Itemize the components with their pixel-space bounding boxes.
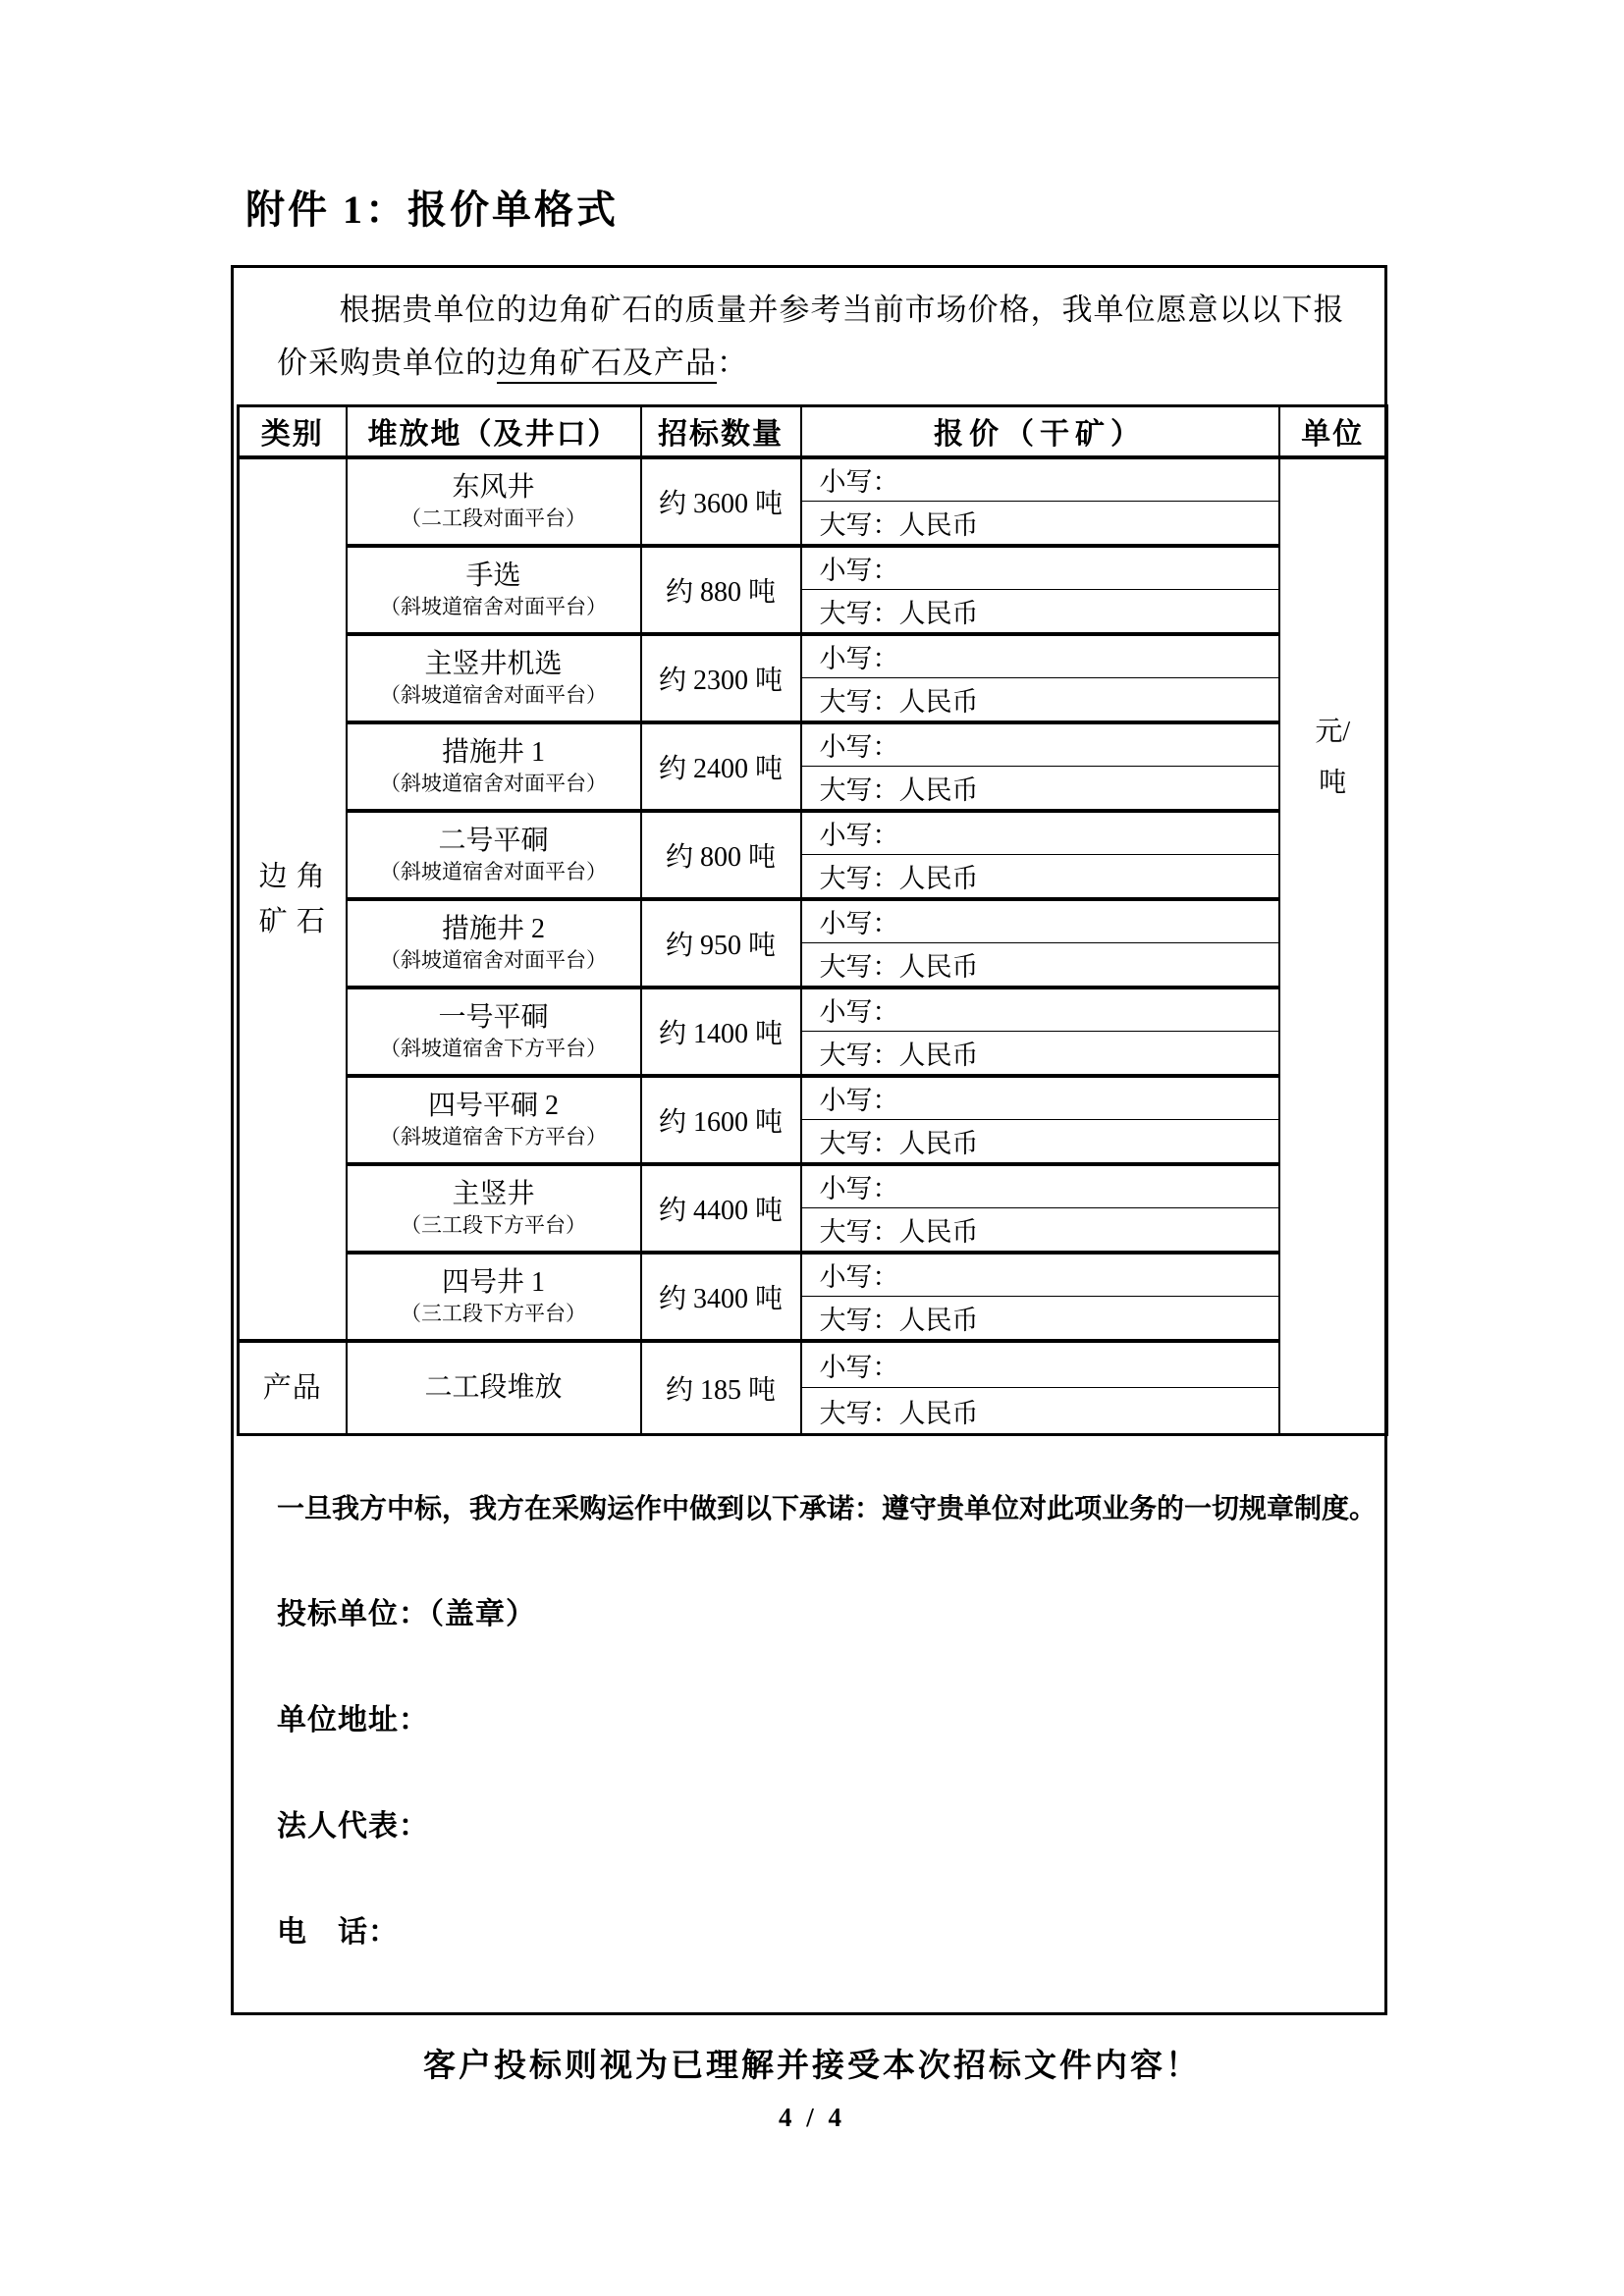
price-big-cell: 大写：人民币 (801, 678, 1279, 722)
price-small-cell: 小写： (801, 811, 1279, 855)
location-cell (347, 1076, 641, 1164)
price-small-cell: 小写： (801, 722, 1279, 767)
location-platform: （斜坡道宿舍对面平台） (380, 771, 607, 795)
location-cell (347, 546, 641, 634)
bid-quantity: 约 880 吨 (641, 546, 801, 634)
price-big-cell: 大写：人民币 (801, 1032, 1279, 1076)
location-cell (347, 1164, 641, 1253)
location-platform: （斜坡道宿舍下方平台） (380, 1036, 607, 1060)
location-platform: （三工段下方平台） (401, 1212, 586, 1237)
location-platform: （斜坡道宿舍对面平台） (380, 682, 607, 707)
location-name: 二工段堆放 (424, 1372, 563, 1404)
unit-address-label: 单位地址： (277, 1704, 429, 1736)
intro-paragraph (234, 268, 1384, 390)
bid-quantity: 约 950 吨 (641, 899, 801, 988)
intro-line-2 (277, 337, 1345, 390)
location-name: 一号平硐 (438, 1001, 549, 1033)
intro-line-1: 根据贵单位的边角矿石的质量并参考当前市场价格，我单位愿意以以下报 (339, 293, 1345, 327)
price-small-cell: 小写： (801, 1076, 1279, 1120)
commitment-text: 一旦我方中标，我方在采购运作中做到以下承诺：遵守贵单位对此项业务的一切规章制度。 (277, 1494, 1378, 1524)
table-row (239, 899, 1387, 943)
location-name: 手选 (465, 560, 521, 591)
table-row (239, 457, 1387, 502)
price-small-cell: 小写： (801, 899, 1279, 943)
location-name: 东风井 (452, 471, 535, 503)
location-platform: （斜坡道宿舍对面平台） (380, 859, 607, 883)
location-platform: （斜坡道宿舍对面平台） (380, 594, 607, 618)
unit-line-1: 元/ (1315, 716, 1351, 747)
col-header-unit: 单位 (1279, 406, 1387, 457)
col-header-location: 堆放地（及井口） (347, 406, 641, 457)
location-platform: （三工段下方平台） (401, 1301, 586, 1325)
bid-quantity: 约 2400 吨 (641, 722, 801, 811)
price-big-cell: 大写：人民币 (801, 1388, 1279, 1435)
price-big-cell: 大写：人民币 (801, 1297, 1279, 1341)
table-row (239, 1341, 1387, 1388)
category-cell-corner-ore (239, 457, 347, 1341)
price-small-cell: 小写： (801, 634, 1279, 678)
location-cell (347, 988, 641, 1076)
table-row (239, 1164, 1387, 1208)
table-row (239, 634, 1387, 678)
quotation-box (231, 265, 1387, 2015)
price-big-cell: 大写：人民币 (801, 1120, 1279, 1164)
legal-representative-label: 法人代表： (277, 1810, 429, 1842)
price-big-cell: 大写：人民币 (801, 1208, 1279, 1253)
unit-cell (1279, 457, 1387, 1435)
price-big-cell: 大写：人民币 (801, 590, 1279, 634)
table-row (239, 1253, 1387, 1297)
location-platform: （斜坡道宿舍下方平台） (380, 1124, 607, 1148)
price-small-cell: 小写： (801, 1341, 1279, 1388)
bid-quantity: 约 2300 吨 (641, 634, 801, 722)
location-cell (347, 899, 641, 988)
location-cell (347, 1341, 641, 1435)
intro-underlined-text: 边角矿石及产品 (497, 346, 717, 384)
price-small-cell: 小写： (801, 457, 1279, 502)
col-header-price: 报价（干矿） (801, 406, 1279, 457)
category-line-1: 边 角 (258, 860, 326, 892)
price-table (237, 404, 1388, 1436)
footer-notice: 客户投标则视为已理解并接受本次招标文件内容！ (423, 2049, 1201, 2084)
table-row (239, 722, 1387, 767)
location-cell (347, 634, 641, 722)
table-row (239, 988, 1387, 1032)
table-row (239, 1076, 1387, 1120)
location-cell (347, 722, 641, 811)
location-platform: （斜坡道宿舍对面平台） (380, 947, 607, 972)
table-row (239, 546, 1387, 590)
intro-line-2-prefix: 价采购贵单位的 (277, 346, 497, 380)
page-number: 4 / 4 (778, 2103, 845, 2132)
location-cell (347, 1253, 641, 1341)
location-cell (347, 811, 641, 899)
location-platform: （二工段对面平台） (401, 506, 586, 530)
location-name: 措施井 2 (441, 913, 545, 944)
page-title: 附件 1：报价单格式 (245, 187, 619, 232)
table-row (239, 811, 1387, 855)
price-big-cell: 大写：人民币 (801, 502, 1279, 546)
location-name: 二号平硐 (438, 825, 549, 856)
location-name: 主竖井机选 (424, 648, 563, 679)
location-name: 四号井 1 (441, 1266, 545, 1298)
pledge-section (234, 1487, 1384, 1950)
unit-line-2: 吨 (1319, 767, 1347, 798)
phone-label: 电 话： (277, 1916, 399, 1949)
category-line-2: 矿 石 (258, 905, 326, 937)
bidder-unit-label: 投标单位：（盖章） (277, 1598, 536, 1630)
col-header-quantity: 招标数量 (641, 406, 801, 457)
bid-quantity: 约 1400 吨 (641, 988, 801, 1076)
location-name: 主竖井 (452, 1178, 535, 1209)
intro-line-2-suffix: ： (717, 346, 748, 380)
bid-quantity: 约 3400 吨 (641, 1253, 801, 1341)
price-small-cell: 小写： (801, 546, 1279, 590)
price-big-cell: 大写：人民币 (801, 767, 1279, 811)
table-header-row (239, 406, 1387, 457)
location-name: 四号平硐 2 (427, 1090, 559, 1121)
bid-quantity: 约 800 吨 (641, 811, 801, 899)
category-cell-product: 产品 (239, 1341, 347, 1435)
price-small-cell: 小写： (801, 1253, 1279, 1297)
price-small-cell: 小写： (801, 988, 1279, 1032)
bid-quantity: 约 3600 吨 (641, 457, 801, 546)
location-cell (347, 457, 641, 546)
price-big-cell: 大写：人民币 (801, 855, 1279, 899)
location-name: 措施井 1 (441, 736, 545, 768)
price-small-cell: 小写： (801, 1164, 1279, 1208)
bid-quantity: 约 185 吨 (641, 1341, 801, 1435)
col-header-category: 类别 (239, 406, 347, 457)
bid-quantity: 约 4400 吨 (641, 1164, 801, 1253)
bid-quantity: 约 1600 吨 (641, 1076, 801, 1164)
price-big-cell: 大写：人民币 (801, 943, 1279, 988)
